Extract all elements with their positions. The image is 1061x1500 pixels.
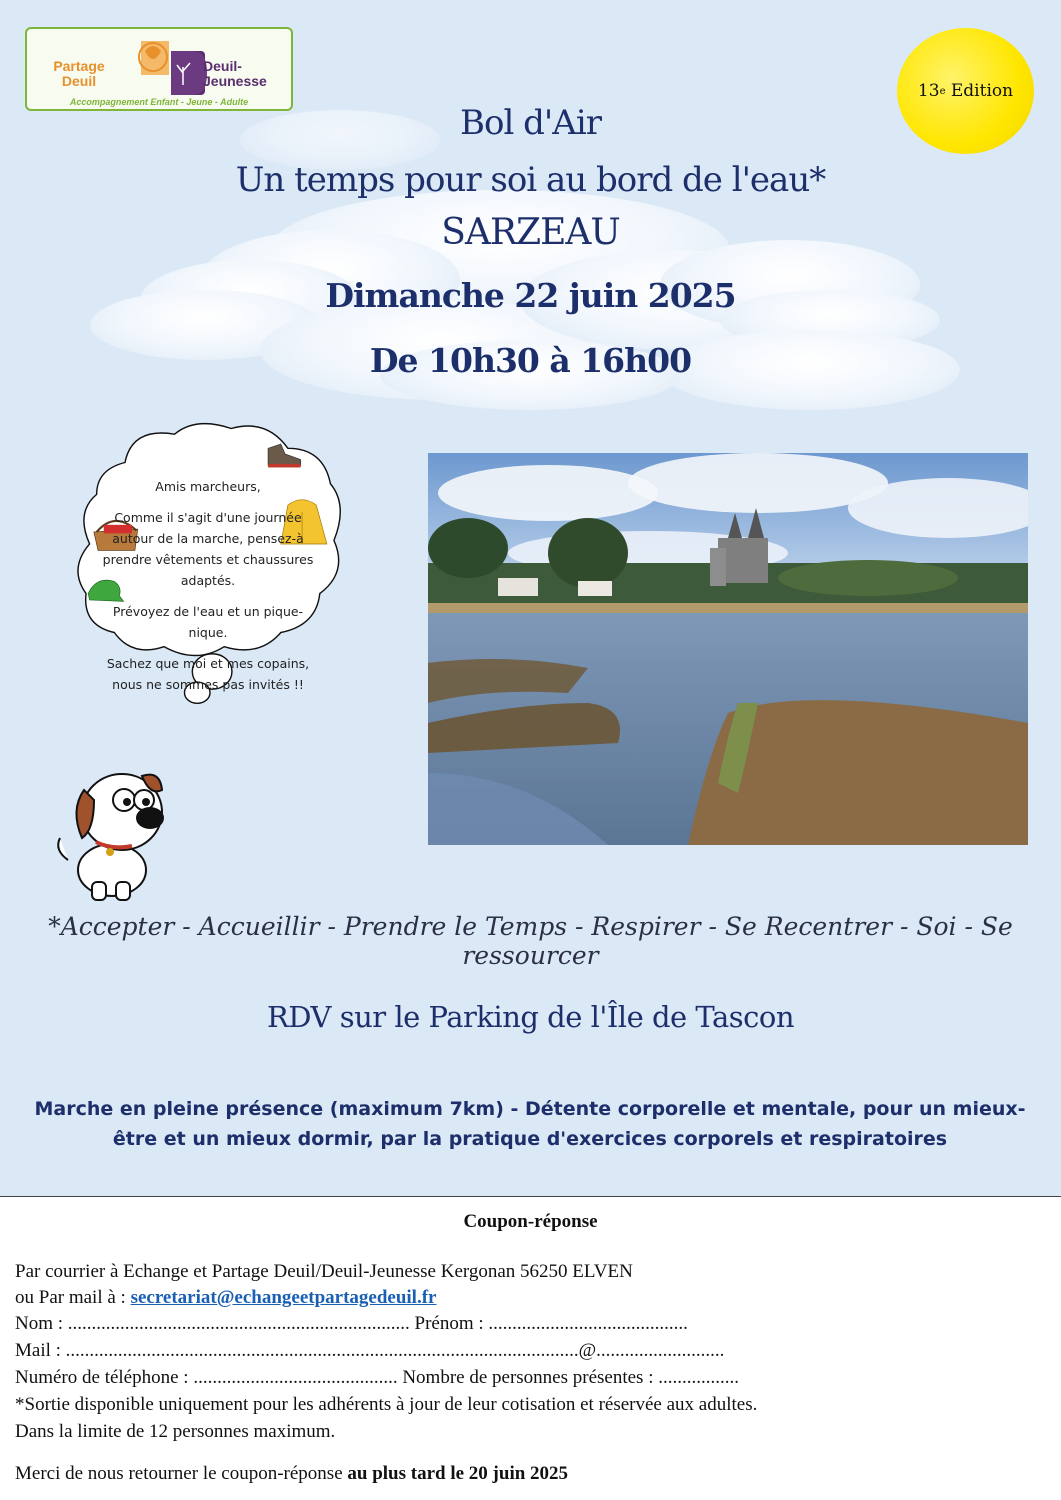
edition-word: Edition — [950, 81, 1014, 101]
event-time: De 10h30 à 16h00 — [369, 341, 692, 380]
return-deadline: au plus tard le 20 juin 2025 — [347, 1463, 569, 1484]
logo-emblem-icon — [133, 37, 213, 99]
return-deadline-line — [15, 1463, 568, 1485]
return-prefix: Merci de nous retourner le coupon-réponse — [15, 1463, 348, 1484]
event-title: Bol d'Air — [460, 103, 601, 143]
values-slogan: *Accepter - Accueillir - Prendre le Temps - Respirer - Se Recentrer - Soi - Se ressourcer — [48, 912, 1013, 970]
coupon-section — [0, 1196, 1061, 1500]
event-location: SARZEAU — [441, 212, 620, 253]
email-prefix: ou Par mail à : — [15, 1287, 131, 1308]
phone-field-line[interactable]: Numéro de téléphone : ........................................... Nombre de personnes présentes : ................. — [15, 1367, 739, 1388]
event-date: Dimanche 22 juin 2025 — [325, 276, 736, 315]
logo-left-text: Partage Deuil — [53, 58, 105, 89]
cartoon-dog-illustration — [50, 760, 180, 905]
edition-number: 13 — [917, 81, 940, 101]
name-field-line[interactable]: Nom : ........................................................................ Prénom : .......................................... — [15, 1313, 688, 1334]
bubble-greeting: Amis marcheurs, — [155, 479, 261, 494]
coupon-title: Coupon-réponse — [463, 1211, 598, 1232]
mail-field-line[interactable]: Mail : ............................................................................................................@........................... — [15, 1340, 725, 1361]
email-link[interactable]: secretariat@echangeetpartagedeuil.fr — [130, 1287, 437, 1308]
email-line — [15, 1287, 436, 1309]
logo-right-text: Deuil- Jeunesse — [203, 58, 267, 89]
organization-logo — [25, 27, 293, 111]
bubble-paragraph-3: Sachez que moi et mes copains, nous ne sommes pas invités !! — [106, 656, 310, 692]
landscape-photo — [428, 453, 1028, 845]
activity-description: Marche en pleine présence (maximum 7km) - Détente corporelle et mentale, pour un mieux-être et un mieux dormir, par la pratique d'exercices corporels et respiratoires — [34, 1098, 1026, 1150]
event-subtitle: Un temps pour soi au bord de l'eau* — [235, 160, 826, 200]
capacity-note: Dans la limite de 12 personnes maximum. — [15, 1421, 336, 1442]
logo-tagline: Accompagnement Enfant - Jeune - Adulte — [69, 97, 249, 107]
membership-note: *Sortie disponible uniquement pour les adhérents à jour de leur cotisation et réservée aux adultes. — [15, 1394, 758, 1415]
bubble-paragraph-2: Prévoyez de l'eau et un pique-nique. — [112, 604, 304, 640]
meeting-point: RDV sur le Parking de l'Île de Tascon — [266, 1000, 795, 1034]
bubble-message — [98, 476, 318, 705]
bubble-paragraph-1: Comme il s'agit d'une journée autour de la marche, pensez-à prendre vêtements et chaussures adaptés. — [102, 510, 314, 588]
edition-superscript: e — [939, 85, 946, 97]
postal-address-line: Par courrier à Echange et Partage Deuil/Deuil-Jeunesse Kergonan 56250 ELVEN — [15, 1261, 633, 1282]
